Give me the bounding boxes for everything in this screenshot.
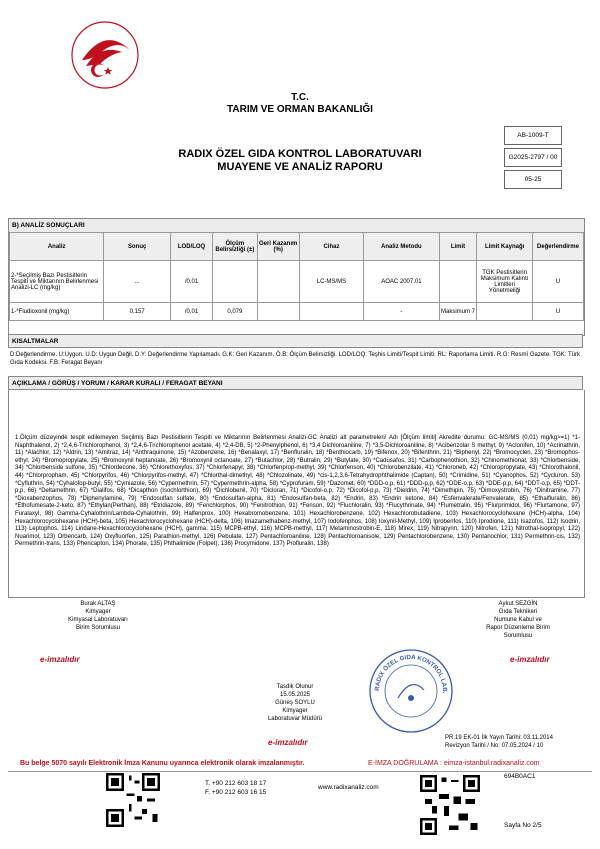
form-info-line-1: PR.19 EK-01 İlk Yayın Tarihi: 03.11.2014 — [445, 735, 553, 741]
form-info — [445, 734, 553, 750]
cell-degerlendirme: U — [532, 261, 583, 303]
cell-lod-loq: /0,01 — [170, 303, 212, 321]
cell-analiz: 2-*Seçilmiş Bazı Pestisitlerin Tespiti ve Miktarının Belirlenmesi Analizi-LC (mg/kg) — [10, 261, 104, 303]
signer-role: Birim Sorumlusu — [75, 625, 120, 631]
cell-cihaz — [299, 303, 363, 321]
verification-qr-code — [420, 775, 480, 835]
fax-number: F. +90 212 603 16 15 — [205, 789, 267, 796]
page-number: Sayfa No 2/5 — [504, 822, 542, 829]
opinion-note: 1.Ölçüm düzeyinde tespit edilemeyen Seçilmiş Bazı Pestisitlerin Tespiti ve Miktarının Belirlenmesi Analizi-GC Analizi alt parametreleri/ Adı [Ölçüm limiti] Akredite durumu: GC-MS/MS (0,01) mg/kg>=1) *1-Naphthalenol, 2) *2,4,6-Trichlorophenol, 3) *2,4,6-Trichlorophenol acetate, 4) *2,4-DB, 5) *2-Phenylphenol, 6) *3,4 Dichloroaniline, 7) *3,5-Dichloroaniline, 8) *Acibenzolar S methyl, 9) *Aclonifen, 10) *Acrinathrin, 11) *Alachlor, 12) *Aldrin, 13) *Amitraz, 14) *Anthraquinone, 15) *Azobenzene, 16) *Benalaxyl, 17) *Benfluralin, 18) *Benthiocarb, 19) *Bifenox, 20) *Bifenthrin, 21) *Biphenyl, 22) *Bromocyclen, 23) *Bromophos-ethyl, 24) *Bromopropylate, 25) *Bromoxynil heptanoate, 26) *Bromoxynil octanoate, 27) *Butachlor, 28) *Butralin, 29) *Butylate, 30) *Cadusafos, 31) *Carbophenothion, 32) *Chinomethionat, 33) *Chlorbenside, 34) *Chlorbenside sulfone, 35) *Chlordecone, 36) *Chlorethoxyfos, 37) *Chlorfenapyr, 38) *Chlorfenprop-methyl, 39) *Chlorfenson, 40) *Chlorobenzilate, 41) *Chloroneb, 42) *Chloropropylate, 43) *Chlorothalonil, 44) *Chlorpropham, 45) *Chlorpyrifos, 46) *Chlorpyrifos-methyl, 47) *Chlorthal-dimethyl, 48) *Chlozolinate, 49) *cis-1,2,3,6-Tetrahydrophthalimide (Captan), 50) *Crimidine, 51) *Cyanophos, 52) *Cycluron, 53) *Cyfluthrin, 54) *Cyhalofop-butyl, 55) *Cymiazole, 56) *Cypermethrin, 57) *Cypermethrin-alpha, 58) *Cyprofuram, 59) *Dazomet, 60) *DDD-o,p, 61) *DDD-p,p, 62) *DDE-o,p, 63) *DDE-p,p, 64) *DDT-o,p, 65) *DDT-p,p, 66) *Deltamethrin, 67) *Dialifos, 68) *Dicapthon (Isochlorthion), 69) *Dichlobenil, 70) *Dicloran, 71) *Dicofol-o,p, 72) *Dicofol-p,p, 73) *Dieldrin, 74) *Dimethipin, 75) *Dimoxystrobin, 76) *Dinitramine, 77) *Dioxabenzophos, 78) *Diphenylamine, 79) *Endosulfan sulfate, 80) *Endosulfan-alpha, 81) *Endosulfan-beta, 82) *Endrin, 83) *Endrin ketone, 84) *Esfenvalerate/Fenvalerate, 85) *Ethalfluralin, 86) *Ethofumesate-2-keto, 87) *Ethylan(Perthan), 88) *Etridiazole, 89) *Fenchlorphos, 90) *Fenitrothion, 91) *Fenson, 92) *Fluchloralin, 93) *Flucythrinate, 94) *Flumetralin, 95) *Flurprimidol, 96) *Flurtamone, 97) Furalaxyl, 98) Gamma-Cyhalothrin/Lambda-Cyhalothrin, 99) Halfenprox, 100) Hexabromobenzene, 101) Hexachlorobenzene, 102) Hexachlorobutadiene, 103) Hexachlorocyclohexane (HCH)-alpha, 104) Hexachlorocyclohexane (HCH)-beta, 105) Hexachlorocyclohexane (HCH)-delta, 106) Imazamethabenz-methyl, 107) Iodofenphos, 108) Ioxynil-Methyl, 109) Iprobenfos, 110) Iprodione, 111) Isazofos, 112) Isodrin, 113) Leptophos, 114) Lindane-Hexachlorocyclohexane (HCH), gamma, 115) MCPB-ethyl, 116) MCPB-methyl, 117) Metaminostrobin-E, 118) Mirex, 119) Nitrapyrin, 120) Nitrofen, 121) Nitrothal-isopropyl, 122) Nuarimol, 123) Orbencarb, 124) Oxyfluorfen, 125) Parathion-methyl, 126) Pebulate, 127) Pentachloroaniline, 128) Pentachloroanisole, 129) Pentachlorobenzene, 130) Pentanochlor, 131) Permethrin-cis, 132) Permethrin-trans, 133) Phencapton, 134) Phorate, 135) Phthalimide (Folpet), 136) Procymidone, 137) Profluralin, 138) — [15, 435, 580, 548]
ref-box-2: G2025-2797 / 00 — [504, 148, 562, 167]
phone-number: T. +90 212 603 18 17 — [205, 780, 267, 787]
cell-belirsizlik — [213, 261, 257, 303]
form-info-line-2: Revizyon Tarihi / No: 07.05.2024 / 10 — [445, 743, 544, 749]
cell-degerlendirme: U — [532, 303, 583, 321]
signature-left — [28, 600, 168, 632]
results-section-title: B) ANALİZ SONUÇLARI — [9, 219, 584, 232]
cell-limit-kaynagi: TGK Pestisitlerin Maksimum Kalıntı Limitleri Yönetmeliği — [477, 261, 533, 303]
signature-center — [225, 683, 365, 723]
lab-title — [130, 148, 470, 174]
signer-unit: Numune Kabul ve — [494, 617, 542, 623]
cell-belirsizlik: 0,079 — [213, 303, 257, 321]
cell-limit — [439, 261, 477, 303]
website-link[interactable]: www.radixanaliz.com — [318, 784, 379, 791]
results-table — [9, 232, 584, 321]
cell-sonuc: ... — [104, 261, 171, 303]
cell-analiz-metodu: - — [364, 303, 439, 321]
col-analiz: Analiz — [10, 233, 104, 261]
approval-date: 15.05.2025 — [279, 692, 311, 698]
signer-role: Sorumlusu — [503, 633, 533, 639]
signer-name: Burak ALTAŞ — [80, 601, 116, 607]
ministry-logo — [70, 20, 140, 90]
results-section — [8, 218, 585, 336]
signer-title: Kimyager — [282, 708, 308, 714]
verification-link[interactable]: E-İMZA DOĞRULAMA : eimza-istanbul.radixanaliz.com — [368, 760, 540, 767]
cell-cihaz: LC-MS/MS — [299, 261, 363, 303]
radix-qr-code — [106, 773, 160, 827]
col-lod-loq: LOD/LOQ — [170, 233, 212, 261]
ministry-title — [0, 92, 600, 116]
contact-info — [205, 779, 266, 797]
col-belirsizlik: Ölçüm Belirsizliği (±) — [213, 233, 257, 261]
col-geri-kazanim: Geri Kazanım (%) — [257, 233, 299, 261]
signer-unit: Kimyasal Laboratuvarı — [68, 617, 128, 623]
company-stamp — [368, 648, 454, 734]
ministry-line-2: TARIM VE ORMAN BAKANLIĞI — [227, 104, 373, 115]
cell-geri-kazanim — [257, 261, 299, 303]
signer-name: Aykut SEZGİN — [498, 601, 538, 607]
signer-title: Gıda Teknikeri — [498, 609, 538, 615]
results-header-row — [10, 233, 584, 261]
signer-title: Kimyager — [85, 609, 111, 615]
esign-label-center: e-imzalıdır — [268, 738, 308, 747]
cell-geri-kazanim — [257, 303, 299, 321]
cell-sonuc: 0,157 — [104, 303, 171, 321]
col-sonuc: Sonuç — [104, 233, 171, 261]
approval-label: Tasdik Olunur — [276, 684, 314, 690]
table-row — [10, 261, 584, 303]
stamp-text: RADIX ÖZEL GIDA KONTROL LAB. — [373, 653, 449, 694]
lab-line-1: RADIX ÖZEL GIDA KONTROL LABORATUVARI — [178, 148, 422, 160]
cell-lod-loq: /0,01 — [170, 261, 212, 303]
col-cihaz: Cihaz — [299, 233, 363, 261]
cell-analiz-metodu: AOAC 2007.01 — [364, 261, 439, 303]
abbreviations-text: D:Değerlendirme. U:Uygun. U.D: Uygun Değil. D.Y: Değerlendirme Yapılamadı. G.K: Geri Kazanım. Ö.B: Ölçüm Belirsizliği. LOD/LOQ: Teşhis Limiti/Tespit Limiti. RL: Raporlama Limiti. R.G: Resmî Gazete. TGK: Türk Gıda Kodeksi. F.B: Feragat Beyanı — [10, 352, 580, 366]
abbreviations-title: KISALTMALAR — [8, 334, 583, 348]
footer-divider — [8, 771, 592, 772]
signer-unit-2: Rapor Düzenleme Birim — [486, 625, 550, 631]
signer-role: Laboratuvar Müdürü — [267, 716, 323, 722]
table-row — [10, 303, 584, 321]
document-code: 694B0AC1 — [504, 773, 536, 780]
signer-name: Güneş SOYLU — [275, 700, 315, 706]
cell-limit-kaynagi — [477, 303, 533, 321]
col-limit: Limit — [439, 233, 477, 261]
esign-label-left: e-imzalıdır — [40, 655, 80, 664]
opinion-title: AÇIKLAMA / GÖRÜŞ / YORUM / KARAR KURALI / FERAGAT BEYANI — [8, 376, 583, 390]
signature-right — [448, 600, 588, 640]
cell-limit: Maksimum 7 — [439, 303, 477, 321]
esign-label-right: e-imzalıdır — [510, 655, 550, 664]
col-degerlendirme: Değerlendirme — [532, 233, 583, 261]
col-limit-kaynagi: Limit Kaynağı — [477, 233, 533, 261]
ministry-line-1: T.C. — [291, 92, 309, 103]
ref-box-3: 05-25 — [504, 170, 562, 189]
legal-notice: Bu belge 5070 sayılı Elektronik İmza Kanunu uyarınca elektronik olarak imzalanmıştır. — [20, 760, 305, 767]
cell-analiz: 1-*Fludioxonil (mg/kg) — [10, 303, 104, 321]
lab-line-2: MUAYENE VE ANALİZ RAPORU — [217, 161, 383, 173]
col-analiz-metodu: Analiz Metodu — [364, 233, 439, 261]
ref-box-1: AB-1009-T — [504, 126, 562, 145]
